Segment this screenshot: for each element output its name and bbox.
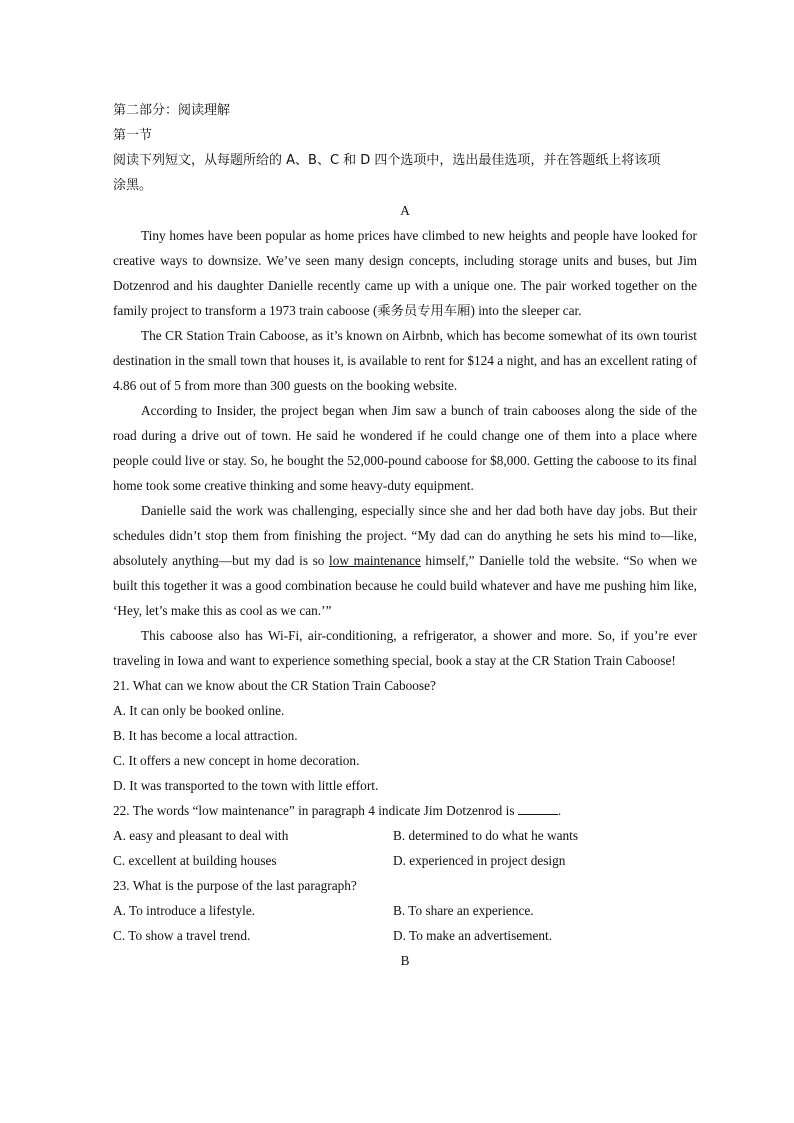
question-21-option-a: A. It can only be booked online. <box>113 703 285 718</box>
instructions-line-2: 涂黑。 <box>113 178 153 193</box>
question-22-option-a: A. easy and pleasant to deal with <box>113 828 289 843</box>
paragraph-4-text-before: Danielle said the work was challenging, especially since she and her dad both have day jobs. But their schedules didn’t stop them from finishing the project. “My dad can do anything he sets his mind to—like, absolutely anything—but my dad is so <box>113 503 697 568</box>
question-21-stem: 21. What can we know about the CR Station Train Caboose? <box>113 678 436 693</box>
question-22-options-row-2 <box>113 848 697 873</box>
question-23-stem: 23. What is the purpose of the last paragraph? <box>113 878 357 893</box>
question-22-option-c: C. excellent at building houses <box>113 853 277 868</box>
passage-a-paragraph-4 <box>113 498 697 623</box>
question-23-options-row-1 <box>113 898 697 923</box>
instructions-line-1: 阅读下列短文，从每题所给的 A、B、C 和 D 四个选项中，选出最佳选项，并在答题纸上将该项 <box>113 153 661 168</box>
passage-a-label: A <box>400 203 410 218</box>
question-21-option-c: C. It offers a new concept in home decoration. <box>113 753 360 768</box>
paragraph-4-text-after: himself,” Danielle told the website. “So when we built this together it was a good combination because he could build whatever and have me pushing him like, ‘Hey, let’s make this as cool as we can.’” <box>113 553 697 618</box>
question-23-option-c: C. To show a travel trend. <box>113 928 251 943</box>
section-title: 第一节 <box>113 128 153 143</box>
question-22-option-b: B. determined to do what he wants <box>393 828 579 843</box>
passage-a-paragraph-1: Tiny homes have been popular as home prices have climbed to new heights and people have looked for creative ways to downsize. We’ve seen many design concepts, including storage units and buses, but Jim Dotzenrod and his daughter Danielle recently came up with a unique one. The pair worked together on the family project to transform a 1973 train caboose (乘务员专用车厢) into the sleeper car. <box>113 228 697 318</box>
exam-page <box>113 98 697 973</box>
passage-a-paragraph-5: This caboose also has Wi-Fi, air-conditioning, a refrigerator, a shower and more. So, if you’re ever traveling in Iowa and want to experience something special, book a stay at the CR Station Train Caboose! <box>113 628 697 668</box>
question-22-options-row-1 <box>113 823 697 848</box>
question-21-option-b: B. It has become a local attraction. <box>113 728 298 743</box>
part-title: 第二部分：阅读理解 <box>113 103 231 118</box>
question-22-stem <box>113 798 697 823</box>
answer-blank <box>518 801 558 815</box>
question-23-option-d: D. To make an advertisement. <box>393 928 553 943</box>
question-23-option-a: A. To introduce a lifestyle. <box>113 903 256 918</box>
question-21-option-d: D. It was transported to the town with little effort. <box>113 778 379 793</box>
question-22-stem-end: . <box>557 803 562 818</box>
passage-b-label: B <box>400 953 410 968</box>
question-23-option-b: B. To share an experience. <box>393 903 534 918</box>
passage-a-paragraph-3: According to Insider, the project began when Jim saw a bunch of train cabooses along the side of the road during a drive out of town. He said he wondered if he could change one of them into a place where people could live or stay. So, he bought the 52,000-pound caboose for $8,000. Getting the caboose to its final home took some creative thinking and some heavy-duty equipment. <box>113 403 697 493</box>
question-22-stem-text: 22. The words “low maintenance” in paragraph 4 indicate Jim Dotzenrod is <box>113 803 518 818</box>
passage-a-paragraph-2: The CR Station Train Caboose, as it’s known on Airbnb, which has become somewhat of its own tourist destination in the small town that houses it, is available to rent for $124 a night, and has an excellent rating of 4.86 out of 5 from more than 300 guests on the booking website. <box>113 328 697 393</box>
question-22-option-d: D. experienced in project design <box>393 853 566 868</box>
question-23-options-row-2 <box>113 923 697 948</box>
underlined-phrase: low maintenance <box>329 553 421 568</box>
